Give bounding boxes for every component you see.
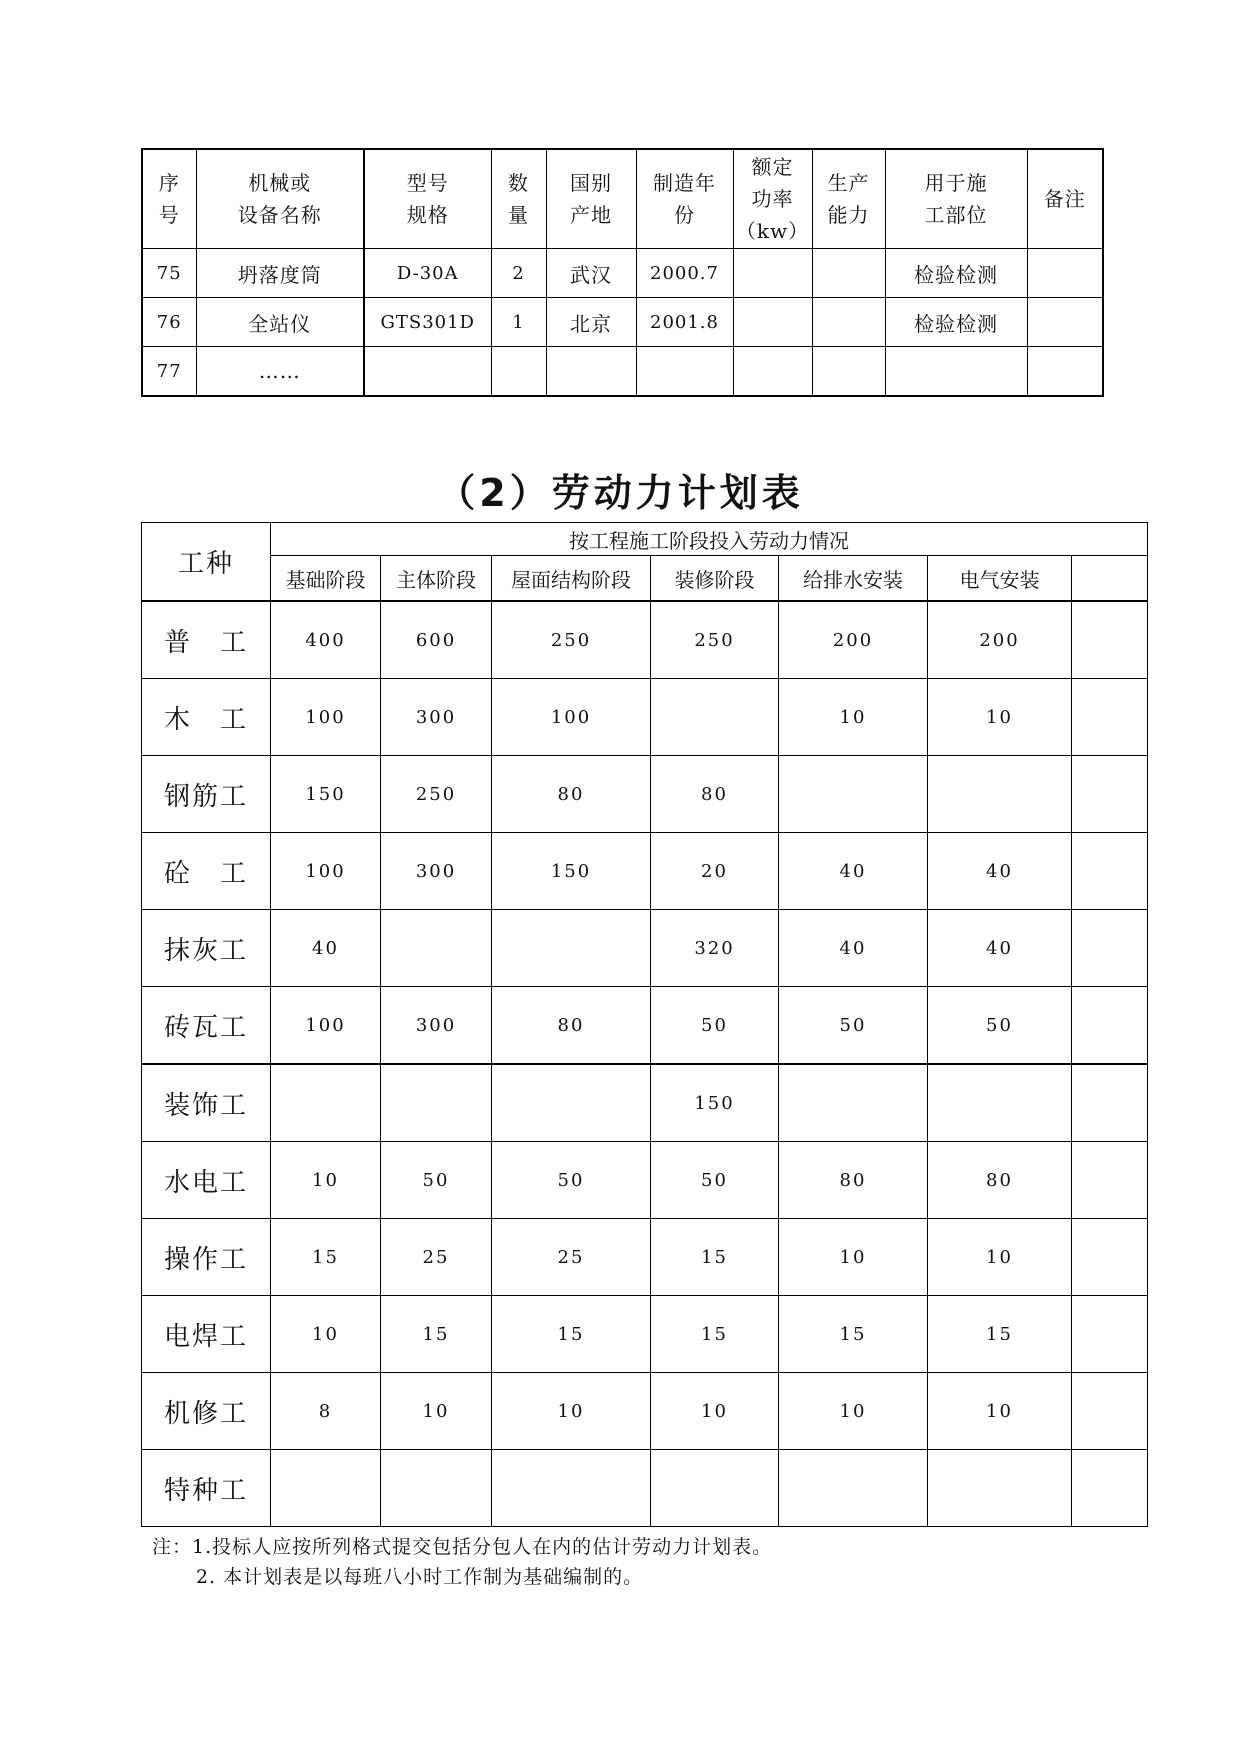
labor-value-cell: 10 (381, 1373, 492, 1450)
equipment-header-cell (491, 149, 546, 249)
equipment-header-cell (546, 149, 636, 249)
labor-value-cell: 80 (492, 756, 651, 833)
equipment-cell: 77 (142, 347, 196, 397)
labor-value-cell: 250 (492, 601, 651, 679)
labor-value-cell: 200 (928, 601, 1072, 679)
labor-value-cell: 100 (492, 679, 651, 756)
labor-value-cell (1072, 1296, 1148, 1373)
trade-cell: 操作工 (142, 1219, 271, 1296)
labor-value-cell (1072, 1064, 1148, 1142)
header-line: （kw） (735, 219, 810, 243)
equipment-cell (491, 347, 546, 397)
labor-row (142, 1064, 1148, 1142)
labor-value-cell (651, 679, 779, 756)
labor-row (142, 833, 1148, 910)
labor-value-cell: 40 (928, 833, 1072, 910)
labor-value-cell (271, 1450, 381, 1527)
labor-value-cell: 100 (271, 679, 381, 756)
labor-value-cell: 400 (271, 601, 381, 679)
labor-plan-table (141, 522, 1148, 1527)
labor-value-cell: 40 (928, 910, 1072, 987)
labor-value-cell (651, 1450, 779, 1527)
labor-value-cell: 10 (779, 679, 928, 756)
equipment-cell (733, 298, 812, 347)
labor-value-cell: 10 (928, 679, 1072, 756)
phase-header-cell: 装修阶段 (651, 556, 779, 602)
labor-row (142, 1296, 1148, 1373)
labor-value-cell (1072, 987, 1148, 1065)
labor-value-cell: 15 (651, 1219, 779, 1296)
header-line: 能力 (827, 203, 870, 227)
labor-value-cell (1072, 1219, 1148, 1296)
trade-cell: 特种工 (142, 1450, 271, 1527)
labor-value-cell: 600 (381, 601, 492, 679)
equipment-cell (364, 347, 491, 397)
equipment-header-cell (142, 149, 196, 249)
labor-value-cell (1072, 679, 1148, 756)
equipment-cell (546, 347, 636, 397)
phase-group-header-row (142, 523, 1148, 556)
header-line: 国别 (570, 171, 612, 195)
labor-value-cell: 50 (651, 987, 779, 1065)
header-line: 制造年 (653, 171, 716, 195)
trade-cell: 钢筋工 (142, 756, 271, 833)
labor-value-cell: 25 (381, 1219, 492, 1296)
trade-cell: 砼 工 (142, 833, 271, 910)
equipment-cell (636, 347, 733, 397)
labor-value-cell (1072, 1450, 1148, 1527)
labor-value-cell: 150 (492, 833, 651, 910)
trade-header: 工种 (142, 523, 271, 602)
equipment-cell: 北京 (546, 298, 636, 347)
equipment-cell (812, 347, 885, 397)
equipment-header-row (142, 149, 1103, 249)
header-line: 机械或 (248, 171, 312, 195)
header-line: 量 (508, 203, 529, 227)
header-line: 产地 (570, 203, 612, 227)
labor-value-cell: 320 (651, 910, 779, 987)
labor-value-cell: 15 (271, 1219, 381, 1296)
labor-value-cell: 40 (271, 910, 381, 987)
equipment-cell: 坍落度筒 (196, 249, 364, 298)
labor-value-cell: 100 (271, 833, 381, 910)
trade-cell: 装饰工 (142, 1064, 271, 1142)
labor-value-cell (381, 1450, 492, 1527)
labor-value-cell (381, 910, 492, 987)
phase-header-row (142, 556, 1148, 602)
trade-cell: 水电工 (142, 1142, 271, 1219)
labor-value-cell (492, 1450, 651, 1527)
equipment-cell (1027, 249, 1103, 298)
note-1: 注：1.投标人应按所列格式提交包括分包人在内的估计劳动力计划表。 (152, 1536, 773, 1558)
labor-value-cell (928, 1450, 1072, 1527)
trade-cell: 木 工 (142, 679, 271, 756)
equipment-header-cell (1027, 149, 1103, 249)
header-line: 份 (674, 203, 695, 227)
trade-cell: 砖瓦工 (142, 987, 271, 1065)
equipment-header-cell (636, 149, 733, 249)
labor-value-cell: 15 (779, 1296, 928, 1373)
labor-value-cell: 100 (271, 987, 381, 1065)
phase-header-cell: 主体阶段 (381, 556, 492, 602)
labor-value-cell: 150 (271, 756, 381, 833)
labor-row (142, 1219, 1148, 1296)
labor-value-cell: 50 (381, 1142, 492, 1219)
equipment-cell: 全站仪 (196, 298, 364, 347)
labor-value-cell (1072, 1373, 1148, 1450)
labor-value-cell (381, 1064, 492, 1142)
labor-row (142, 1142, 1148, 1219)
header-line: 数 (508, 171, 529, 195)
equipment-row (142, 249, 1103, 298)
phase-header-cell: 基础阶段 (271, 556, 381, 602)
header-line: 工部位 (924, 203, 988, 227)
equipment-cell (885, 347, 1027, 397)
labor-value-cell: 50 (928, 987, 1072, 1065)
labor-value-cell (271, 1064, 381, 1142)
labor-plan-title: （2）劳动力计划表 (437, 471, 804, 515)
labor-row (142, 987, 1148, 1065)
header-line: 备注 (1043, 187, 1086, 211)
labor-row (142, 756, 1148, 833)
header-line: 规格 (406, 203, 449, 227)
trade-cell: 机修工 (142, 1373, 271, 1450)
labor-row (142, 1450, 1148, 1527)
phase-header-cell (1072, 556, 1148, 602)
labor-value-cell: 80 (492, 987, 651, 1065)
labor-value-cell (779, 1450, 928, 1527)
labor-value-cell (928, 756, 1072, 833)
labor-value-cell: 10 (271, 1142, 381, 1219)
labor-value-cell: 40 (779, 910, 928, 987)
labor-row (142, 1373, 1148, 1450)
labor-value-cell: 10 (928, 1219, 1072, 1296)
header-line: 生产 (827, 171, 870, 195)
equipment-cell: 武汉 (546, 249, 636, 298)
header-line: 型号 (406, 171, 449, 195)
labor-value-cell: 80 (651, 756, 779, 833)
header-line: 号 (158, 203, 180, 227)
labor-value-cell: 8 (271, 1373, 381, 1450)
equipment-cell (1027, 347, 1103, 397)
equipment-cell (812, 249, 885, 298)
labor-value-cell: 10 (271, 1296, 381, 1373)
equipment-cell: 检验检测 (885, 298, 1027, 347)
equipment-cell: 1 (491, 298, 546, 347)
equipment-table (141, 148, 1104, 397)
phase-group-header: 按工程施工阶段投入劳动力情况 (271, 523, 1148, 556)
trade-cell: 普 工 (142, 601, 271, 679)
equipment-header-cell (364, 149, 491, 249)
equipment-cell: 2 (491, 249, 546, 298)
labor-value-cell (1072, 1142, 1148, 1219)
equipment-row (142, 347, 1103, 397)
labor-value-cell: 50 (779, 987, 928, 1065)
equipment-cell (1027, 298, 1103, 347)
trade-cell: 电焊工 (142, 1296, 271, 1373)
labor-value-cell: 300 (381, 833, 492, 910)
labor-value-cell: 250 (651, 601, 779, 679)
equipment-cell: D-30A (364, 249, 491, 298)
labor-value-cell (492, 910, 651, 987)
equipment-header-cell (733, 149, 812, 249)
labor-value-cell: 15 (381, 1296, 492, 1373)
labor-value-cell: 10 (651, 1373, 779, 1450)
header-line: 额定 (751, 155, 794, 179)
phase-header-cell: 电气安装 (928, 556, 1072, 602)
header-line: 设备名称 (237, 203, 322, 227)
labor-row (142, 679, 1148, 756)
phase-header-cell: 给排水安装 (779, 556, 928, 602)
header-line: 序 (158, 171, 180, 195)
labor-value-cell: 10 (779, 1219, 928, 1296)
labor-value-cell: 15 (928, 1296, 1072, 1373)
equipment-header-cell (885, 149, 1027, 249)
labor-value-cell (492, 1064, 651, 1142)
labor-value-cell: 50 (651, 1142, 779, 1219)
labor-value-cell: 300 (381, 987, 492, 1065)
labor-value-cell: 200 (779, 601, 928, 679)
labor-value-cell: 15 (651, 1296, 779, 1373)
phase-header-cell: 屋面结构阶段 (492, 556, 651, 602)
labor-value-cell (1072, 601, 1148, 679)
equipment-cell: 2001.8 (636, 298, 733, 347)
labor-value-cell: 10 (779, 1373, 928, 1450)
labor-value-cell (779, 1064, 928, 1142)
equipment-cell (733, 249, 812, 298)
labor-value-cell: 80 (928, 1142, 1072, 1219)
labor-value-cell: 50 (492, 1142, 651, 1219)
labor-value-cell (1072, 910, 1148, 987)
equipment-cell: 检验检测 (885, 249, 1027, 298)
labor-value-cell: 25 (492, 1219, 651, 1296)
labor-value-cell: 10 (492, 1373, 651, 1450)
equipment-cell (812, 298, 885, 347)
equipment-cell: …… (196, 347, 364, 397)
labor-row (142, 601, 1148, 679)
labor-value-cell: 10 (928, 1373, 1072, 1450)
labor-value-cell: 150 (651, 1064, 779, 1142)
labor-value-cell: 300 (381, 679, 492, 756)
labor-row (142, 910, 1148, 987)
note-2: 2. 本计划表是以每班八小时工作制为基础编制的。 (196, 1566, 644, 1588)
labor-value-cell (1072, 756, 1148, 833)
labor-value-cell (1072, 833, 1148, 910)
trade-cell: 抹灰工 (142, 910, 271, 987)
labor-value-cell (928, 1064, 1072, 1142)
equipment-cell: 2000.7 (636, 249, 733, 298)
equipment-header-cell (812, 149, 885, 249)
header-line: 用于施 (924, 171, 988, 195)
equipment-header-cell (196, 149, 364, 249)
labor-value-cell (779, 756, 928, 833)
equipment-cell: 76 (142, 298, 196, 347)
labor-value-cell: 20 (651, 833, 779, 910)
equipment-cell (733, 347, 812, 397)
equipment-cell: 75 (142, 249, 196, 298)
equipment-cell: GTS301D (364, 298, 491, 347)
labor-value-cell: 40 (779, 833, 928, 910)
labor-value-cell: 250 (381, 756, 492, 833)
labor-value-cell: 15 (492, 1296, 651, 1373)
labor-value-cell: 80 (779, 1142, 928, 1219)
equipment-row (142, 298, 1103, 347)
header-line: 功率 (751, 187, 794, 211)
